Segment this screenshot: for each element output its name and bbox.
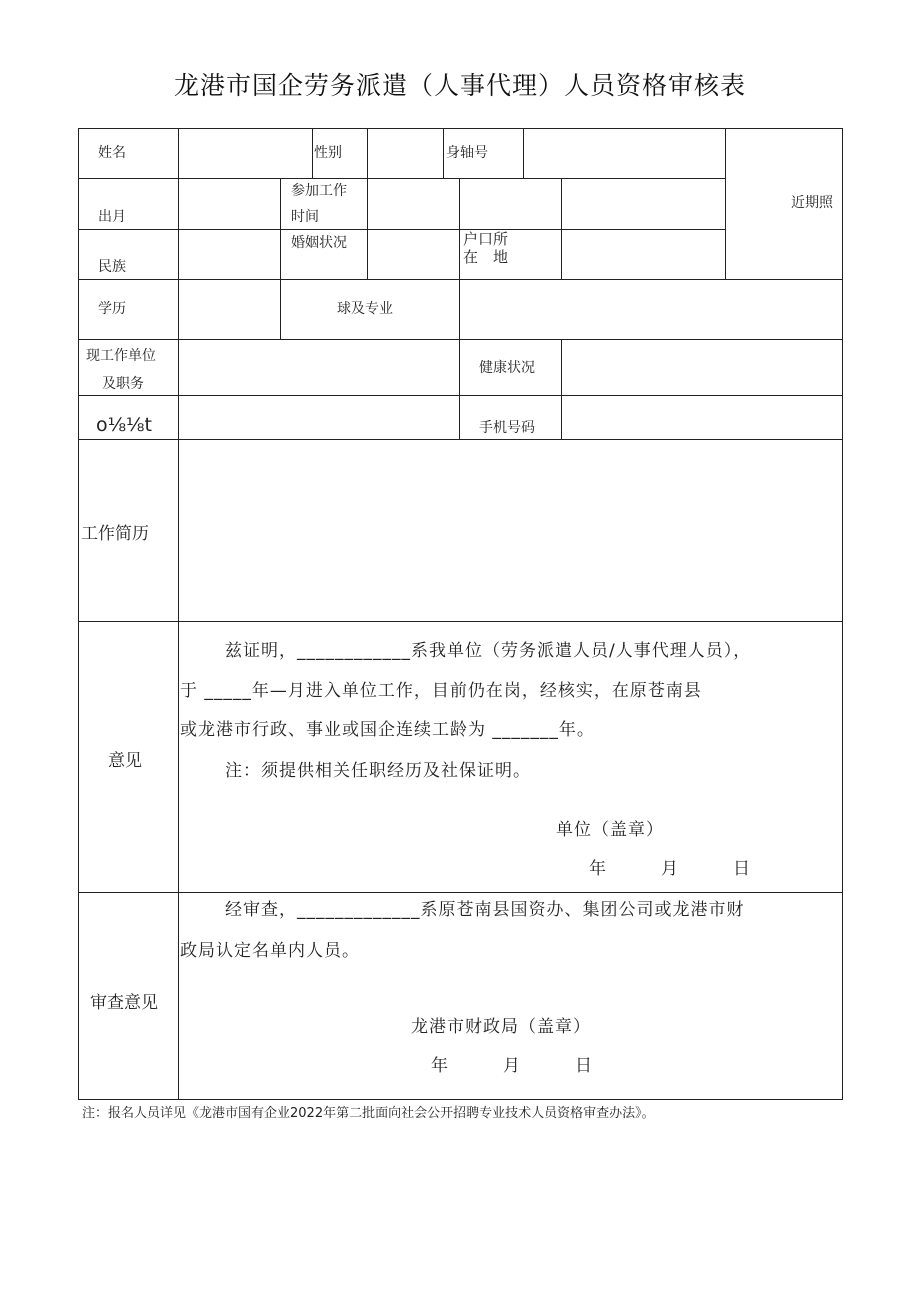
- opinion-note: 注：须提供相关任职经历及社保证明。: [225, 761, 531, 781]
- rule-row3: [78, 279, 843, 280]
- work-start-label-line2: 时间: [291, 209, 319, 225]
- rule-col-a: [280, 178, 281, 339]
- birth-label: 出月: [98, 209, 126, 225]
- form-title: 龙港市国企劳务派遣（人事代理）人员资格审核表: [173, 71, 746, 100]
- garbled-label: o⅛⅛t: [96, 414, 152, 436]
- rule-row4: [78, 339, 843, 340]
- work-start-label-line1: 参加工作: [291, 183, 347, 199]
- marital-label: 婚姻状况: [291, 235, 347, 251]
- footnote: 注：报名人员详见《龙港市国有企业2022年第二批面向社会公开招聘专业技术人员资格审查办法》。: [82, 1106, 655, 1121]
- mobile-label: 手机号码: [479, 420, 535, 436]
- rule-row5: [78, 395, 843, 396]
- opinion-stamp: 单位（盖章）: [556, 820, 664, 840]
- opinion-line-3: 或龙港市行政、事业或国企连续工龄为 _______年。: [180, 720, 595, 740]
- rule-row1: [78, 178, 725, 179]
- hukou-label-line1: 户口所: [463, 230, 509, 248]
- review-stamp: 龙港市财政局（盖章）: [411, 1017, 591, 1037]
- opinion-line-2: 于 _____年—月进入单位工作，目前仍在岗，经核实，在原苍南县: [180, 681, 702, 701]
- review-date: 年 月 日: [431, 1056, 593, 1076]
- resume-label: 工作简历: [81, 524, 149, 544]
- id-number-label: 身轴号: [446, 145, 488, 161]
- rule-col-e: [459, 178, 460, 439]
- rule-col-d: [443, 128, 444, 178]
- rule-row8: [78, 892, 843, 893]
- current-unit-label-line1: 现工作单位: [86, 348, 156, 364]
- ethnicity-label: 民族: [98, 259, 126, 275]
- border-right: [842, 128, 843, 1100]
- rule-row7: [78, 621, 843, 622]
- review-label: 审查意见: [90, 993, 158, 1013]
- opinion-line-1: 兹证明，____________系我单位（劳务派遣人员/人事代理人员），: [225, 641, 752, 661]
- opinion-label: 意见: [108, 751, 142, 771]
- school-major-label: 球及专业: [337, 301, 393, 317]
- rule-col-f: [523, 128, 524, 178]
- rule-col-g2: [561, 339, 562, 439]
- name-label: 姓名: [98, 145, 126, 161]
- rule-col-photo: [725, 128, 726, 279]
- rule-row6: [78, 439, 843, 440]
- rule-col-b: [312, 128, 313, 178]
- qualification-review-form: [78, 128, 843, 1100]
- rule-row2: [78, 229, 725, 230]
- photo-label: 近期照: [791, 195, 833, 211]
- rule-col-g: [561, 178, 562, 279]
- education-label: 学历: [98, 301, 126, 317]
- health-label: 健康状况: [479, 360, 535, 376]
- border-left: [78, 128, 79, 1100]
- border-top: [78, 128, 843, 129]
- rule-col-label: [178, 128, 179, 1100]
- opinion-date: 年 月 日: [589, 859, 751, 879]
- border-bottom: [78, 1099, 843, 1100]
- review-line-1: 经审查，_____________系原苍南县国资办、集团公司或龙港市财: [225, 900, 745, 920]
- gender-label: 性别: [314, 145, 342, 161]
- review-line-2: 政局认定名单内人员。: [180, 941, 360, 961]
- current-unit-label-line2: 及职务: [102, 376, 144, 392]
- hukou-label-line2: 在 地: [463, 248, 509, 266]
- rule-col-c: [367, 128, 368, 279]
